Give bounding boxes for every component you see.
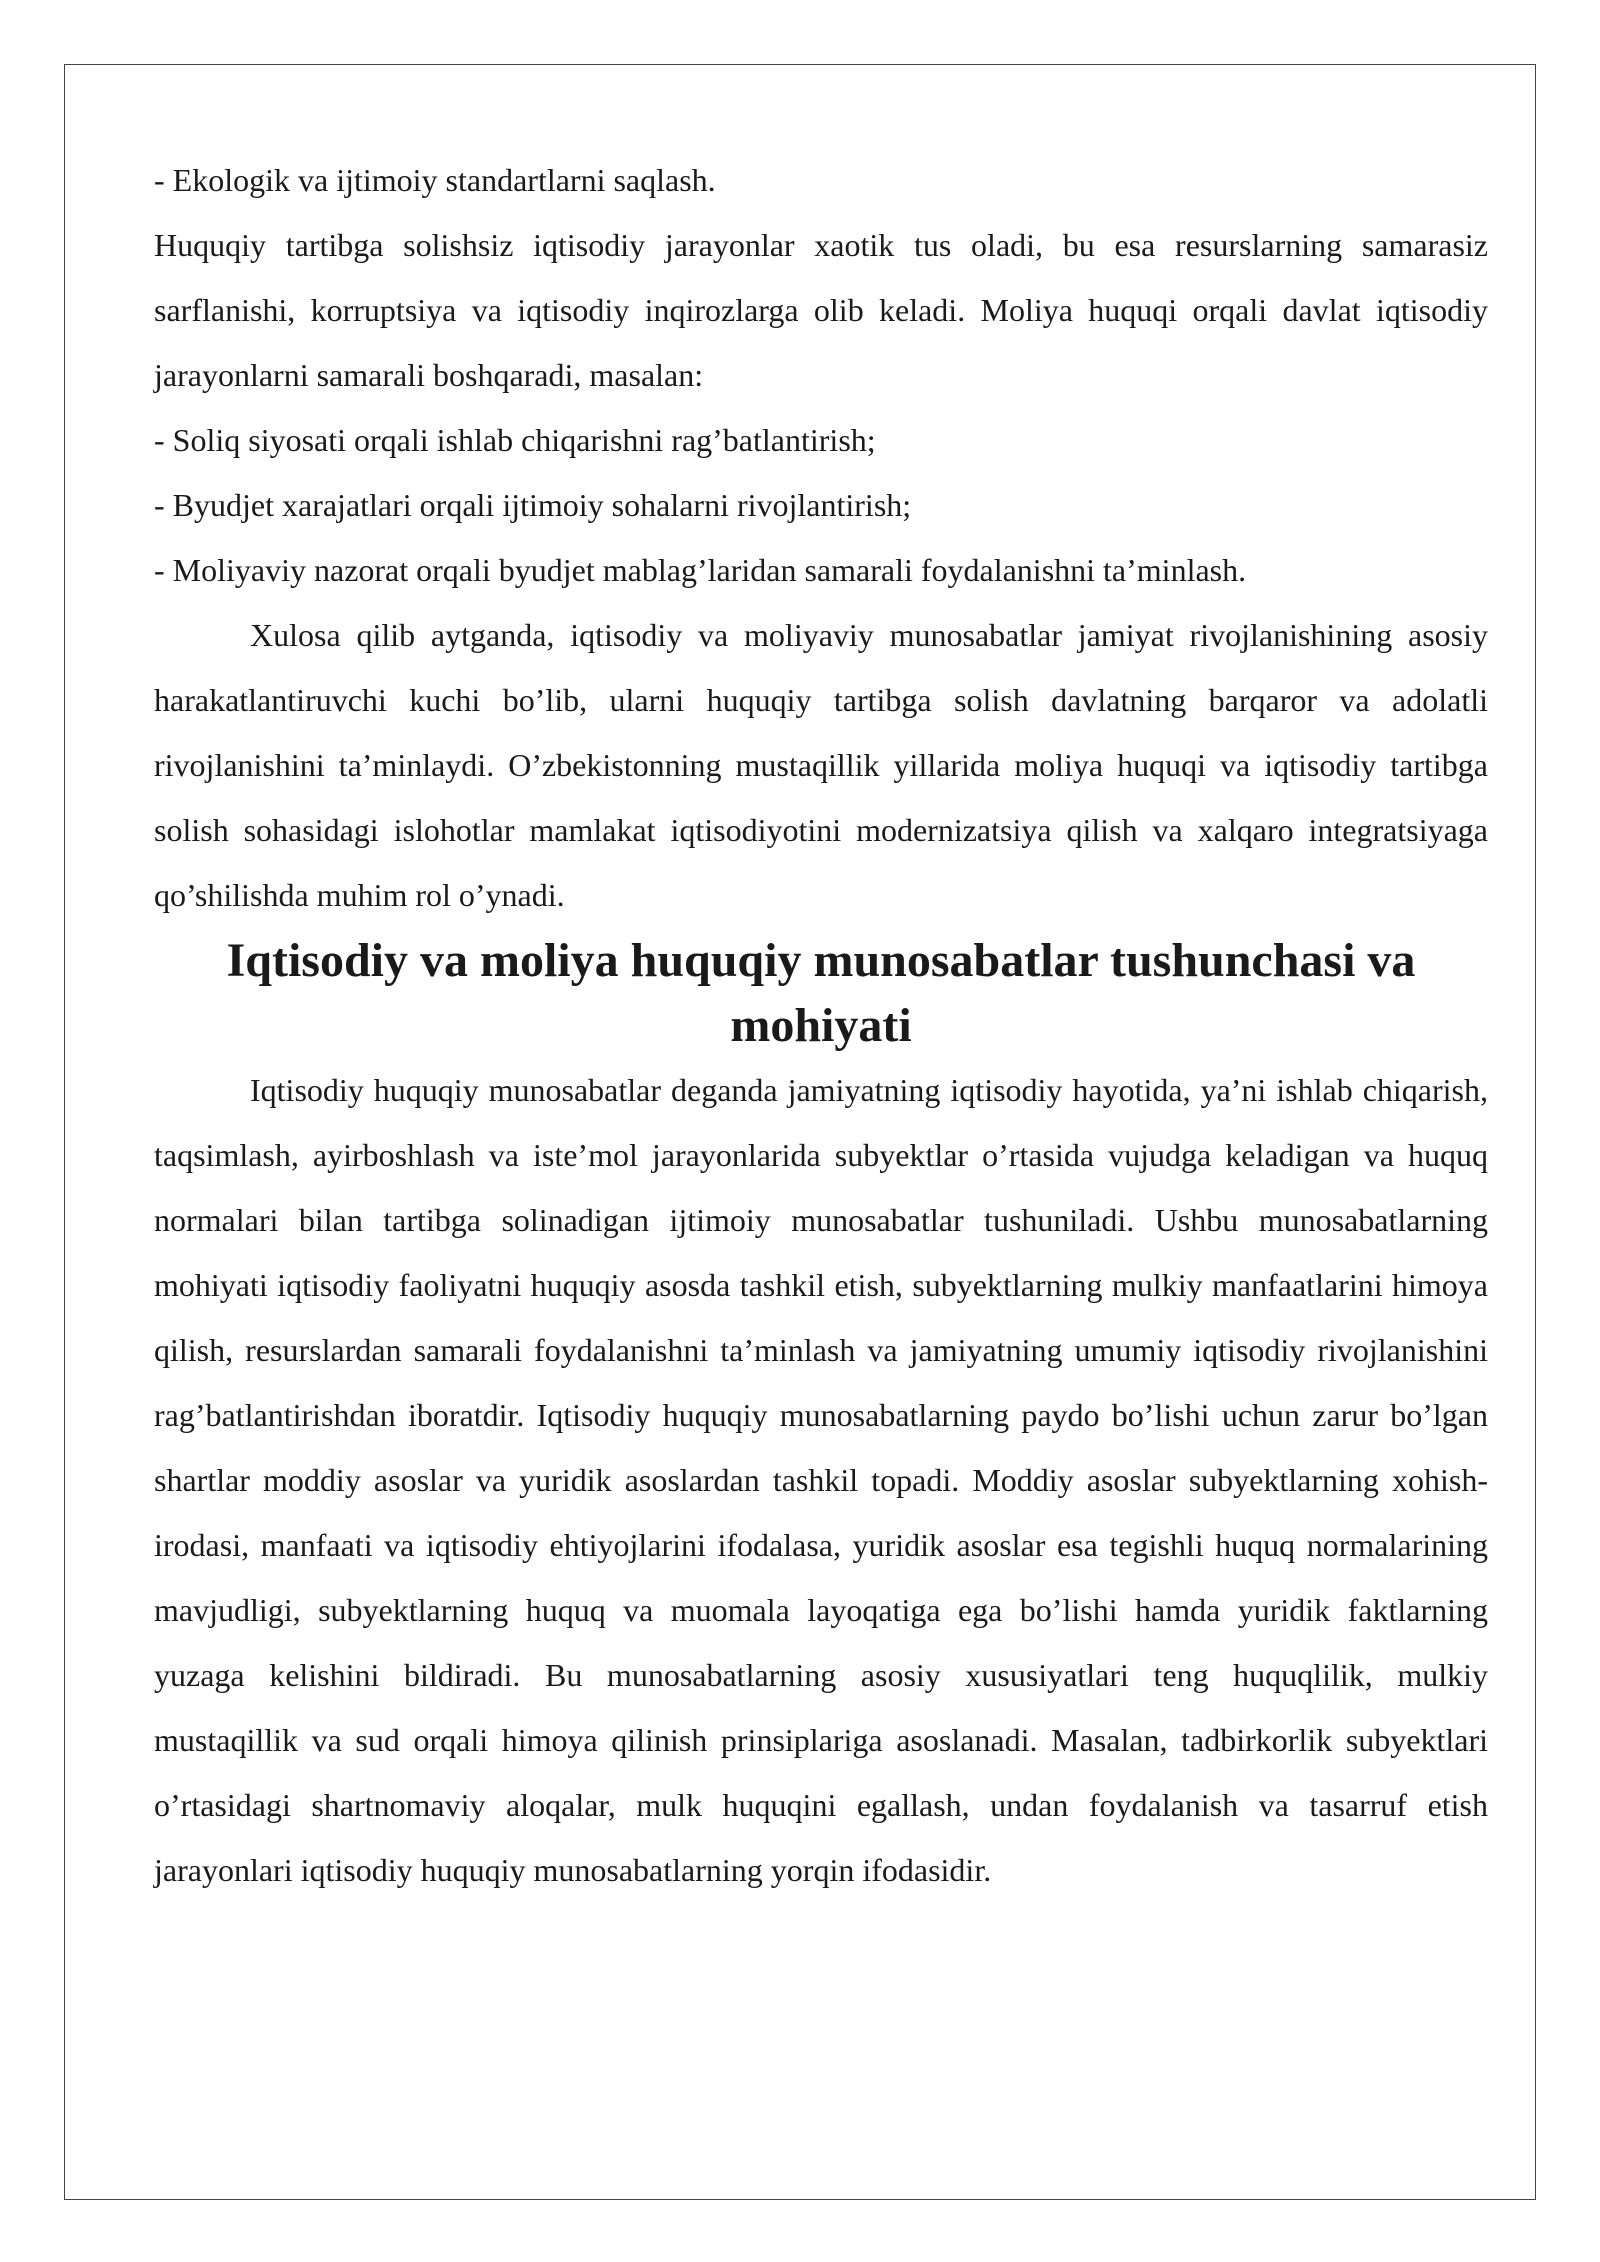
paragraph-huquqiy: Huquqiy tartibga solishsiz iqtisodiy jarayonlar xaotik tus oladi, bu esa resurslarning samarasiz sarflanishi, korruptsiya va iqtisodiy inqirozlarga olib keladi. Moliya huquqi orqali davlat iqtisodiy jarayonlarni samarali boshqaradi, masalan: bbox=[154, 227, 1488, 393]
list-item-nazorat: - Moliyaviy nazorat orqali byudjet mablag’laridan samarali foydalanishni ta’minlash. bbox=[154, 552, 1247, 588]
list-item-ekologik: - Ekologik va ijtimoiy standartlarni saqlash. bbox=[154, 162, 716, 198]
document-body bbox=[154, 148, 1488, 1903]
paragraph-iqtisodiy: Iqtisodiy huquqiy munosabatlar deganda jamiyatning iqtisodiy hayotida, ya’ni ishlab chiqarish, taqsimlash, ayirboshlash va iste’mol jarayonlarida subyektlar o’rtasida vujudga keladigan va huquq normalari bilan tartibga solinadigan ijtimoiy munosabatlar tushuniladi. Ushbu munosabatlarning mohiyati iqtisodiy faoliyatni huquqiy asosda tashkil etish, subyektlarning mulkiy manfaatlarini himoya qilish, resurslardan samarali foydalanishni ta’minlash va jamiyatning umumiy iqtisodiy rivojlanishini rag’batlantirishdan iboratdir. Iqtisodiy huquqiy munosabatlarning paydo bo’lishi uchun zarur bo’lgan shartlar moddiy asoslar va yuridik asoslardan tashkil topadi. Moddiy asoslar subyektlarning xohish-irodasi, manfaati va iqtisodiy ehtiyojlarini ifodalasa, yuridik asoslar esa tegishli huquq normalarining mavjudligi, subyektlarning huquq va muomala layoqatiga ega bo’lishi hamda yuridik faktlarning yuzaga kelishini bildiradi. Bu munosabatlarning asosiy xususiyatlari teng huquqlilik, mulkiy mustaqillik va sud orqali himoya qilinish prinsiplariga asoslanadi. Masalan, tadbirkorlik subyektlari o’rtasidagi shartnomaviy aloqalar, mulk huquqini egallash, undan foydalanish va tasarruf etish jarayonlari iqtisodiy huquqiy munosabatlarning yorqin ifodasidir. bbox=[154, 1072, 1488, 1888]
section-heading: Iqtisodiy va moliya huquqiy munosabatlar tushunchasi va mohiyati bbox=[226, 934, 1416, 1052]
paragraph-xulosa: Xulosa qilib aytganda, iqtisodiy va moliyaviy munosabatlar jamiyat rivojlanishining asosiy harakatlantiruvchi kuchi bo’lib, ularni huquqiy tartibga solish davlatning barqaror va adolatli rivojlanishini ta’minlaydi. O’zbekistonning mustaqillik yillarida moliya huquqi va iqtisodiy tartibga solish sohasidagi islohotlar mamlakat iqtisodiyotini modernizatsiya qilish va xalqaro integratsiyaga qo’shilishda muhim rol o’ynadi. bbox=[154, 617, 1488, 913]
list-item-soliq: - Soliq siyosati orqali ishlab chiqarishni rag’batlantirish; bbox=[154, 422, 876, 458]
list-item-byudjet: - Byudjet xarajatlari orqali ijtimoiy sohalarni rivojlantirish; bbox=[154, 487, 912, 523]
